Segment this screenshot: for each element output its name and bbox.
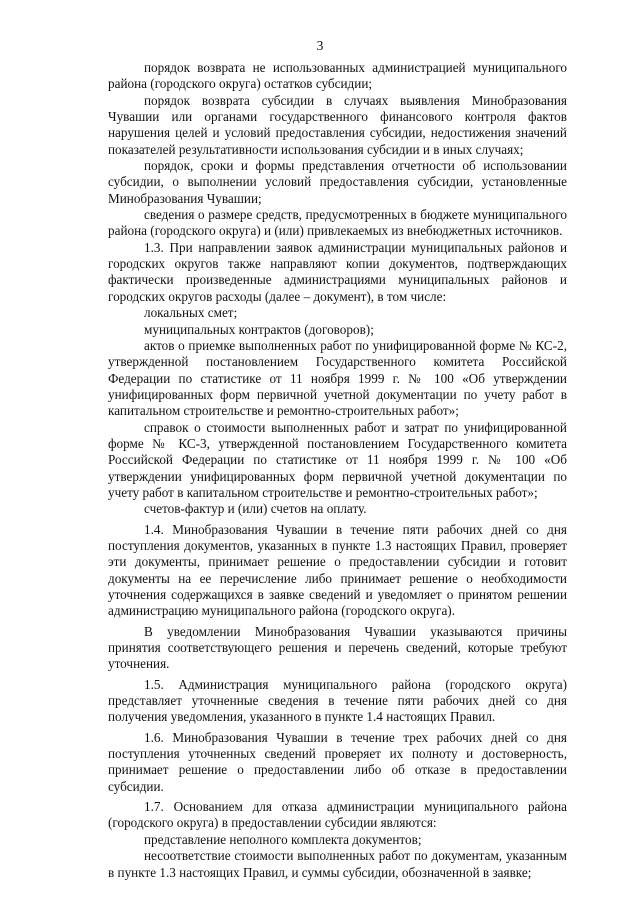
paragraph-notification: В уведомлении Минобразования Чувашии указываются причины принятия соответствующего решения и перечень сведений, которые требуют уточнения.: [108, 623, 567, 672]
paragraph-contracts: муниципальных контрактов (договоров);: [144, 321, 374, 337]
paragraph-incomplete-docs: представление неполного комплекта документов;: [144, 831, 422, 847]
paragraph-refund-unused: порядок возврата не использованных администрацией муниципального района (городского округа) остатков субсидии;: [108, 60, 567, 92]
paragraph-1-3: 1.3. При направлении заявок администрации муниципальных районов и городских округов также направляют копии документов, подтверждающих фактически произведенные администрациями муниципальных районов и городских округов расходы (далее – документ), в том числе:: [108, 239, 567, 304]
paragraph-certificates-ks3: справок о стоимости выполненных работ и затрат по унифицированной форме № КС-3, утвержденной постановлением Государственного комитета Российской Федерации по статистике от 11 ноября 1999 г. № 100 «Об утверждении унифицированных форм первичной учетной документации по учету работ в капитальном строительстве и ремонтно-строительных работ»;: [108, 419, 567, 500]
paragraph-1-5: 1.5. Администрация муниципального района (городского округа) представляет уточненные сведения в течение пяти рабочих дней со дня получения уведомления, указанного в пункте 1.4 настоящих Правил.: [108, 676, 567, 725]
paragraph-reporting: порядок, сроки и формы представления отчетности об использовании субсидии, о выполнении условий предоставления субсидии, установленные Минобразования Чувашии;: [108, 158, 567, 206]
paragraph-invoices: счетов-фактур и (или) счетов на оплату.: [144, 501, 367, 517]
paragraph-refund-violations: порядок возврата субсидии в случаях выявления Минобразования Чувашии или органами государственного финансового контроля фактов нарушения целей и условий предоставления субсидии, недостижения значений показателей результативности использования субсидии и в иных случаях;: [108, 92, 567, 157]
paragraph-1-4: 1.4. Минобразования Чувашии в течение пяти рабочих дней со дня поступления документов, указанных в пункте 1.3 настоящих Правил, проверяет эти документы, принимает решение о предоставлении субсидии и готовит документы на ее перечисление либо принимает решение о необходимости уточнения содержащихся в заявке сведений и уведомляет о принятом решении администрацию муниципального района (городского округа).: [108, 521, 567, 619]
paragraph-1-7: 1.7. Основанием для отказа администрации муниципального района (городского округа) в предоставлении субсидии являются:: [108, 799, 567, 831]
paragraph-acts-ks2: актов о приемке выполненных работ по унифицированной форме № КС-2, утвержденной постановлением Государственного комитета Российской Федерации по статистике от 11 ноября 1999 г. № 100 «Об утверждении унифицированных форм первичной учетной документации по учету работ в капитальном строительстве и ремонтно-строительных работ»;: [108, 337, 567, 419]
paragraph-budget-info: сведения о размере средств, предусмотренных в бюджете муниципального района (городского округа) и (или) привлекаемых из внебюджетных источников.: [108, 207, 567, 239]
paragraph-cost-mismatch: несоответствие стоимости выполненных работ по документам, указанным в пункте 1.3 настоящих Правил, и суммы субсидии, обозначенной в заявке;: [108, 848, 567, 880]
paragraph-local-estimates: локальных смет;: [144, 305, 238, 321]
document-body: [108, 60, 567, 881]
paragraph-1-6: 1.6. Минобразования Чувашии в течение трех рабочих дней со дня поступления уточненных сведений проверяет их полноту и достоверность, принимает решение о предоставлении либо об отказе в предоставлении субсидии.: [108, 729, 567, 794]
page-number: 3: [316, 38, 324, 53]
